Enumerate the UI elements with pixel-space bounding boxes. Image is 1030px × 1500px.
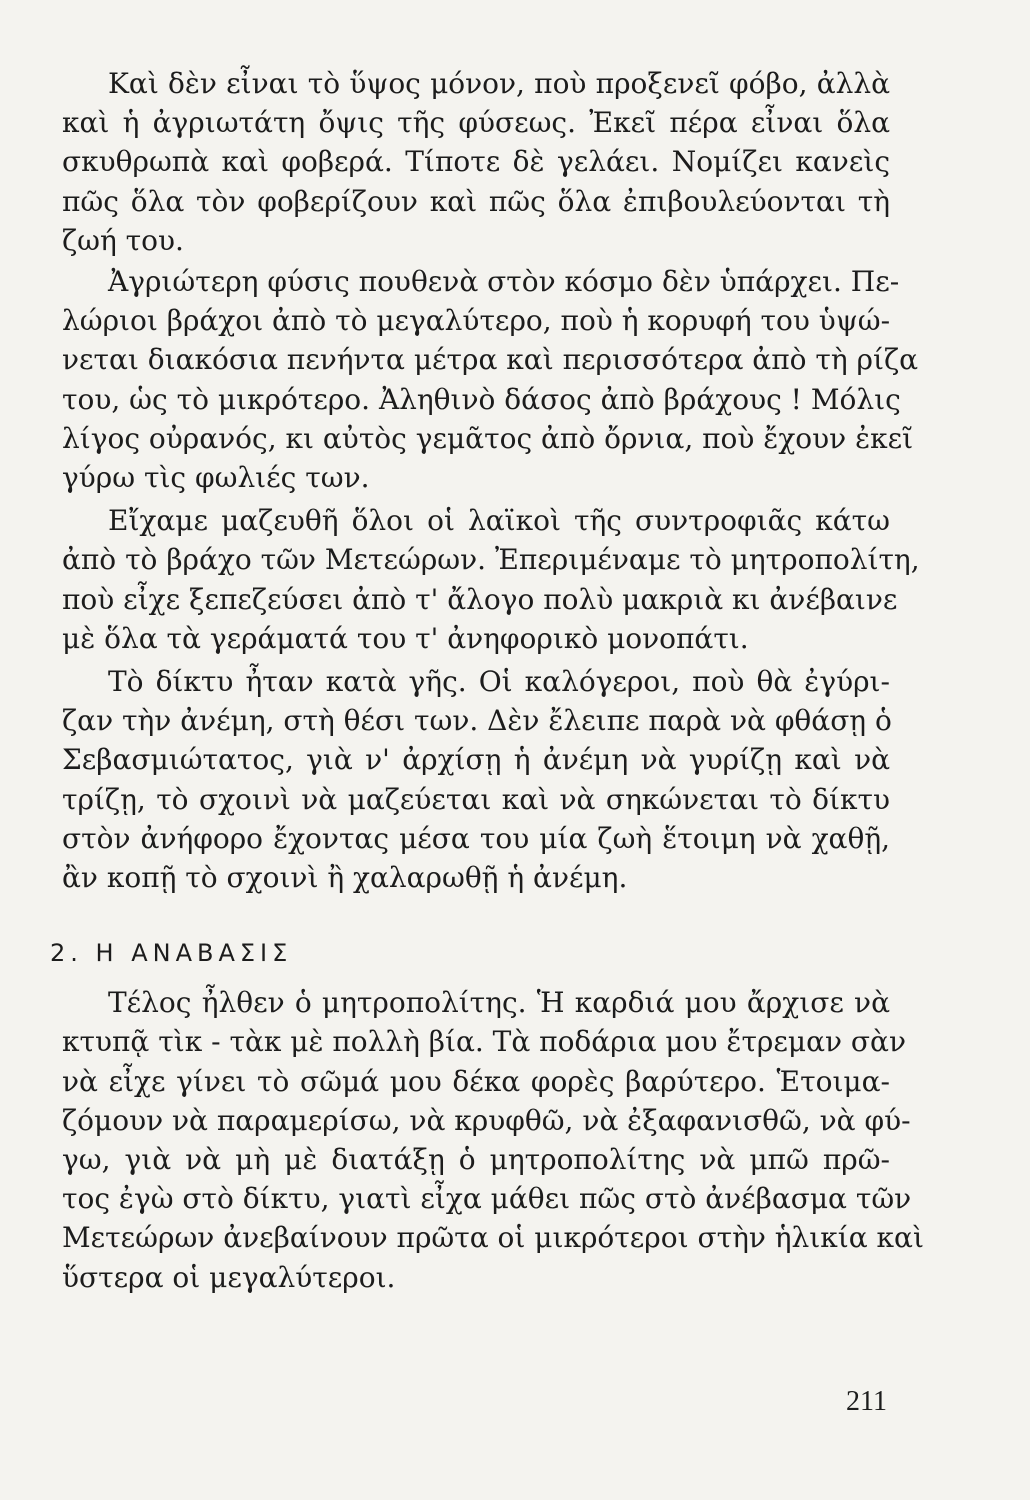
text-line: νὰ εἶχε γίνει τὸ σῶμά μου δέκα φορὲς βαρύτερο. Ἑτοιμα- (62, 1064, 890, 1098)
text-line: Τὸ δίκτυ ἦταν κατὰ γῆς. Οἱ καλόγεροι, ποὺ θὰ ἐγύρι- (108, 665, 890, 699)
text-line: γω, γιὰ νὰ μὴ μὲ διατάξῃ ὁ μητροπολίτης νὰ μπῶ πρῶ- (62, 1143, 890, 1177)
text-line: πῶς ὅλα τὸν φοβερίζουν καὶ πῶς ὅλα ἐπιβουλεύονται τὴ (62, 184, 890, 218)
text-line: Ἀγριώτερη φύσις πουθενὰ στὸν κόσμο δὲν ὑπάρχει. Πε- (108, 265, 900, 299)
text-line: λίγος οὐρανός, κι αὐτὸς γεμᾶτος ἀπὸ ὄρνια, ποὺ ἔχουν ἐκεῖ (62, 421, 914, 455)
text-line: κτυπᾷ τὶκ - τὰκ μὲ πολλὴ βία. Τὰ ποδάρια μου ἔτρεμαν σὰν (62, 1025, 906, 1059)
body-text (50, 64, 924, 1297)
text-line: νεται διακόσια πενήντα μέτρα καὶ περισσότερα ἀπὸ τὴ ρίζα (62, 343, 919, 377)
paragraph-4 (62, 662, 892, 897)
text-line: ζαν τὴν ἀνέμη, στὴ θέσι των. Δὲν ἔλειπε παρὰ νὰ φθάσῃ ὁ (62, 704, 892, 738)
text-line: ὕστερα οἱ μεγαλύτεροι. (62, 1260, 396, 1294)
text-line: Μετεώρων ἀνεβαίνουν πρῶτα οἱ μικρότεροι στὴν ἡλικία καὶ (62, 1221, 924, 1255)
text-line: ζόμουν νὰ παραμερίσω, νὰ κρυφθῶ, νὰ ἐξαφανισθῶ, νὰ φύ- (62, 1103, 911, 1137)
text-line: στὸν ἀνήφορο ἔχοντας μέσα του μία ζωὴ ἕτοιμη νὰ χαθῇ, (62, 821, 890, 855)
text-line: Σεβασμιώτατος, γιὰ ν' ἀρχίσῃ ἡ ἀνέμη νὰ γυρίζῃ καὶ νὰ (62, 743, 890, 777)
text-line: λώριοι βράχοι ἀπὸ τὸ μεγαλύτερο, ποὺ ἡ κορυφή του ὑψώ- (62, 304, 891, 338)
text-line: ποὺ εἶχε ξεπεζεύσει ἀπὸ τ' ἄλογο πολὺ μακριὰ κι ἀνέβαινε (62, 582, 898, 616)
paragraph-5 (62, 983, 924, 1297)
text-line: καὶ ἡ ἀγριωτάτη ὄψις τῆς φύσεως. Ἐκεῖ πέρα εἶναι ὅλα (62, 106, 890, 140)
text-line: ἀπὸ τὸ βράχο τῶν Μετεώρων. Ἐπεριμέναμε τὸ μητροπολίτη, (62, 543, 920, 577)
paragraph-1 (62, 64, 890, 260)
text-line: γύρω τὶς φωλιές των. (62, 461, 370, 495)
text-line: ἂν κοπῇ τὸ σχοινὶ ἢ χαλαρωθῇ ἡ ἀνέμη. (62, 861, 628, 895)
text-line: σκυθρωπὰ καὶ φοβερά. Τίποτε δὲ γελάει. Νομίζει κανεὶς (62, 145, 890, 179)
text-line: Καὶ δὲν εἶναι τὸ ὕψος μόνον, ποὺ προξενεῖ φόβο, ἀλλὰ (108, 67, 890, 100)
paragraph-2 (62, 262, 919, 497)
page-number: 211 (846, 1386, 887, 1417)
section-heading: 2. Η ΑΝΑΒΑΣΙΣ (50, 939, 293, 968)
text-line: μὲ ὅλα τὰ γεράματά του τ' ἀνηφορικὸ μονοπάτι. (62, 621, 749, 655)
text-line: του, ὡς τὸ μικρότερο. Ἀληθινὸ δάσος ἀπὸ βράχους ! Μόλις (62, 382, 901, 416)
text-line: ζωή του. (62, 223, 184, 257)
text-line: τρίζῃ, τὸ σχοινὶ νὰ μαζεύεται καὶ νὰ σηκώνεται τὸ δίκτυ (62, 782, 890, 816)
paragraph-3 (62, 501, 920, 658)
text-line: Εἴχαμε μαζευθῆ ὅλοι οἱ λαϊκοὶ τῆς συντροφιᾶς κάτω (108, 504, 890, 538)
text-line: Τέλος ἦλθεν ὁ μητροπολίτης. Ἡ καρδιά μου ἄρχισε νὰ (108, 986, 890, 1020)
text-line: τος ἐγὼ στὸ δίκτυ, γιατὶ εἶχα μάθει πῶς στὸ ἀνέβασμα τῶν (62, 1182, 912, 1216)
